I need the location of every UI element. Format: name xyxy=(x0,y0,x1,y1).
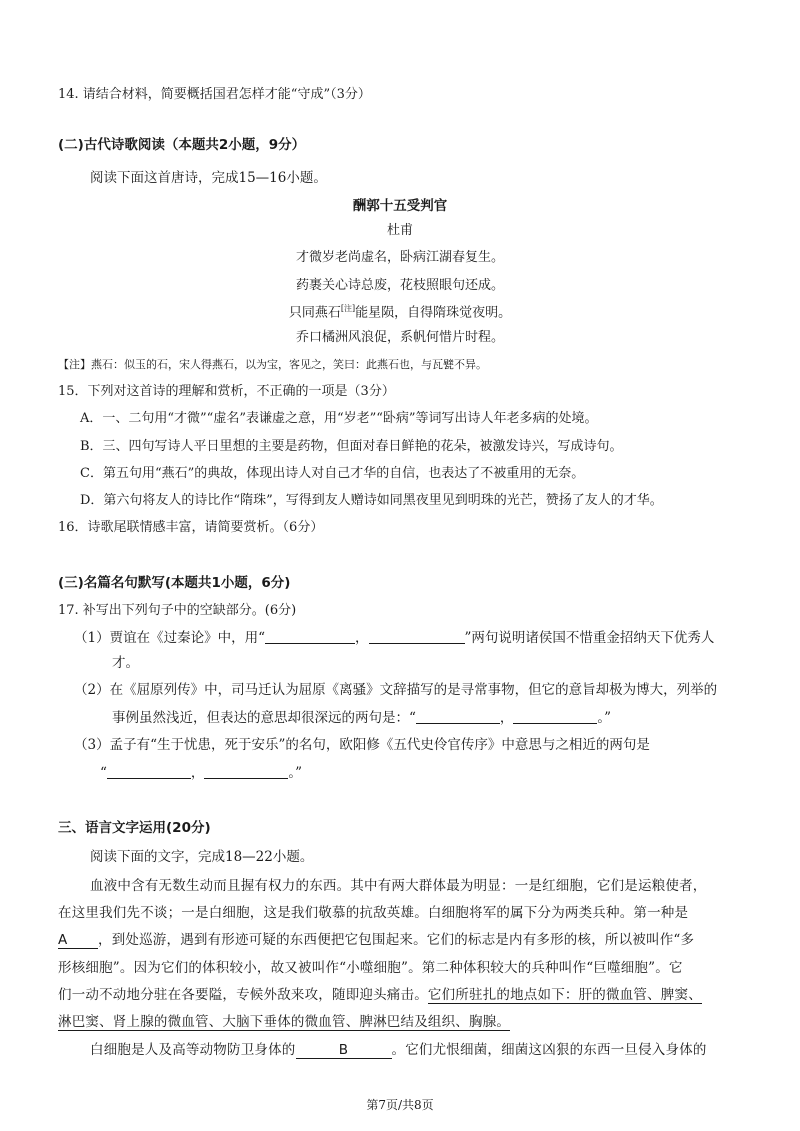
answer-blank-6[interactable] xyxy=(204,766,288,779)
answer-blank-2[interactable] xyxy=(369,631,465,644)
blank-b[interactable] xyxy=(296,1044,392,1059)
passage-line-7-a: 白细胞是人及高等动物防卫身体的 xyxy=(90,1042,296,1058)
question-17-stem: 17. 补写出下列句子中的空缺部分。(6分) xyxy=(58,603,297,618)
passage-line-7 xyxy=(90,1044,707,1059)
passage-line-3-text: ，到处巡游，遇到有形迹可疑的东西便把它包围起来。它们的标志是内有多形的核，所以被叫作“多 xyxy=(98,932,695,948)
underlined-sentence-end: 淋巴窦、肾上腺的微血管、大脑下垂体的微血管、脾淋巴结及组织、胸腺。 xyxy=(58,1014,511,1030)
question-17-item-2-line-2 xyxy=(112,711,611,726)
poem-intro: 阅读下面这首唐诗，完成15—16小题。 xyxy=(90,170,327,186)
poem-line-3 xyxy=(0,305,800,319)
passage-line-5 xyxy=(58,989,702,1003)
poem-author: 杜甫 xyxy=(386,223,413,238)
language-intro: 阅读下面的文字，完成18—22小题。 xyxy=(90,849,314,865)
question-17-item-1 xyxy=(74,631,714,646)
poem-line-3-b: 能星陨，自得隋珠觉夜明。 xyxy=(355,305,512,321)
poem-note: 【注】燕石：似玉的石，宋人得燕石，以为宝，客见之，笑曰：此燕石也，与瓦甓不异。 xyxy=(58,358,487,371)
answer-blank-3[interactable] xyxy=(416,711,500,724)
item-1-comma: ， xyxy=(355,630,369,646)
passage-line-7-b: 。它们尤恨细菌，细菌这凶狠的东西一旦侵入身体的 xyxy=(391,1042,707,1058)
answer-blank-5[interactable] xyxy=(107,766,191,779)
question-17-item-3-line-2 xyxy=(100,766,302,781)
item-1-text-c: 才。 xyxy=(112,655,139,671)
poem-title: 酬郭十五受判官 xyxy=(352,198,448,214)
page-footer: 第7页/共8页 xyxy=(366,1098,434,1112)
question-15-option-c: C．第五句用“燕石”的典故，体现出诗人对自己才华的自信，也表达了不被重用的无奈。 xyxy=(80,466,585,481)
blank-b-label: B xyxy=(338,1042,349,1058)
blank-a-label: A xyxy=(58,932,68,948)
question-16: 16．诗歌尾联情感丰富，请简要赏析。（6分） xyxy=(58,520,324,535)
poem-line-2: 药裹关心诗总废，花枝照眼句还成。 xyxy=(295,278,504,293)
passage-line-5-a: 们一动不动地分驻在各要隘，专候外敌来攻，随即迎头痛击。 xyxy=(58,987,428,1003)
poem-line-3-a: 只同燕石 xyxy=(288,305,341,321)
item-3-end: 。” xyxy=(288,765,303,781)
passage-line-2: 在这里我们先不谈；一是白细胞，这是我们敬慕的抗敌英雄。白细胞将军的属下分为两类兵种。第一种是 xyxy=(58,905,689,921)
section-language-heading: 三、语言文字运用(20分) xyxy=(58,820,211,836)
question-15-option-d: D．第六句将友人的诗比作“隋珠”，写得到友人赠诗如同黑夜里见到明珠的光芒，赞扬了友人的才华。 xyxy=(80,493,663,508)
item-3-open-quote: “ xyxy=(100,765,107,781)
question-15-option-a: A．一、二句用“才微”“虚名”表谦虚之意，用“岁老”“卧病”等词写出诗人年老多病的处境。 xyxy=(80,411,598,426)
passage-line-3 xyxy=(58,934,694,949)
item-1-text-b: 两句说明诸侯国不惜重金招纳天下优秀人 xyxy=(471,630,715,646)
passage-line-6 xyxy=(58,1016,510,1030)
underlined-sentence-start: 它们所驻扎的地点如下：肝的微血管、脾窦、 xyxy=(427,987,702,1003)
answer-blank-4[interactable] xyxy=(513,711,597,724)
question-15-stem: 15．下列对这首诗的理解和赏析，不正确的一项是（3分） xyxy=(58,384,395,399)
blank-a[interactable] xyxy=(58,934,98,949)
item-2-text-b: 事例虽然浅近，但表达的意思却很深远的两句是：“ xyxy=(112,710,416,726)
item-2-end: 。” xyxy=(597,710,612,726)
item-3-comma: ， xyxy=(190,765,205,781)
note-mark: [注] xyxy=(340,304,356,313)
answer-blank-1[interactable] xyxy=(265,631,355,644)
poem-line-4: 乔口橘洲风浪促，系帆何惜片时程。 xyxy=(295,330,504,345)
section-3-heading: (三)名篇名句默写(本题共1小题，6分) xyxy=(58,575,291,591)
section-2-heading: (二)古代诗歌阅读（本题共2小题，9分） xyxy=(58,137,306,153)
question-14: 14. 请结合材料，简要概括国君怎样才能“守成”（3分） xyxy=(58,87,371,102)
passage-line-4: 形核细胞”。因为它们的体积较小，故又被叫作“小噬细胞”。第二种体积较大的兵种叫作“巨噬细胞”。它 xyxy=(58,960,683,976)
item-1-close-quote: ” xyxy=(464,630,472,646)
question-17-item-2-line-1: （2）在《屈原列传》中，司马迁认为屈原《离骚》文辞描写的是寻常事物，但它的意旨却极为博大，列举的 xyxy=(74,682,718,698)
passage-line-1: 血液中含有无数生动而且握有权力的东西。其中有两大群体最为明显：一是红细胞，它们是运粮使者， xyxy=(90,878,707,894)
item-1-text-a: （1）贾谊在《过秦论》中，用“ xyxy=(74,630,265,646)
item-2-comma: ， xyxy=(499,710,514,726)
question-15-option-b: B．三、四句写诗人平日里想的主要是药物，但面对春日鲜艳的花朵，被激发诗兴，写成诗句。 xyxy=(80,439,623,454)
poem-line-1: 才微岁老尚虚名，卧病江湖春复生。 xyxy=(295,250,504,265)
question-17-item-3-line-1: （3）孟子有“生于忧患，死于安乐”的名句，欧阳修《五代史伶官传序》中意思与之相近的两句是 xyxy=(74,737,650,753)
